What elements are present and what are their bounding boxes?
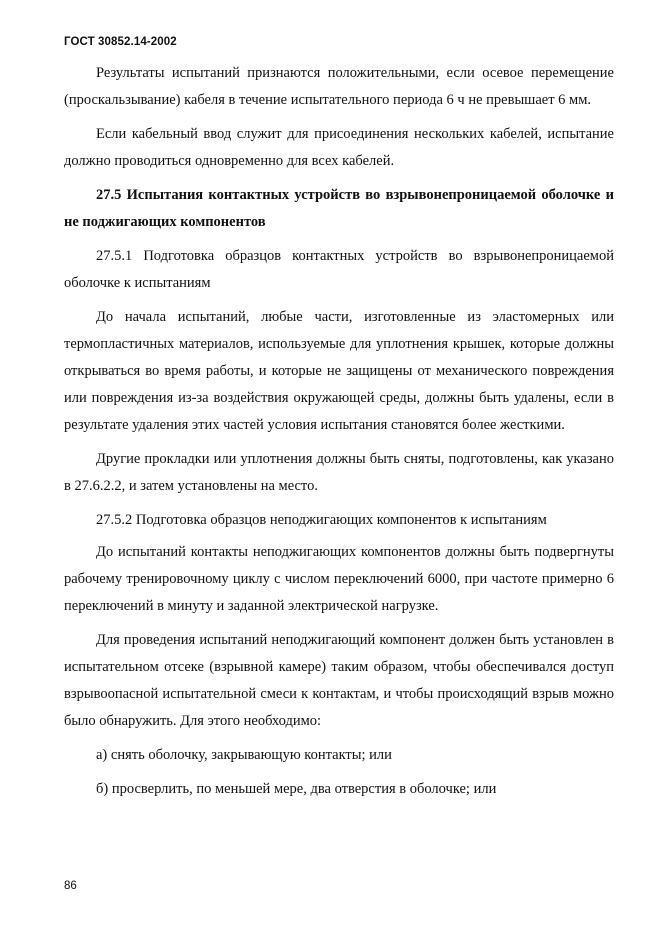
paragraph-test-chamber: Для проведения испытаний неподжигающий компонент должен быть установлен в испытательном отсеке (взрывной камере) таким образом, чтобы обеспечивался доступ взрывоопасной испытательной смеси к контактам, и чтобы происходящий взрыв можно было обнаружить. Для этого необходимо: <box>64 632 614 729</box>
document-body <box>64 60 614 810</box>
paragraph-training-cycle: До испытаний контакты неподжигающих компонентов должны быть подвергнуты рабочему тренировочному циклу с числом переключений 6000, при частоте примерно 6 переключений в минуту и заданной электрической нагрузке. <box>64 544 614 614</box>
subsection-title-27-5-2: 27.5.2 Подготовка образцов неподжигающих компонентов к испытаниям <box>96 512 547 528</box>
paragraph-test-result: Результаты испытаний признаются положительными, если осевое перемещение (проскальзывание) кабеля в течение испытательного периода 6 ч не превышает 6 мм. <box>64 65 614 108</box>
page-number: 86 <box>64 880 77 892</box>
paragraph-elastomer-parts: До начала испытаний, любые части, изготовленные из эластомерных или термопластичных материалов, используемые для уплотнения крышек, которые должны открываться во время работы, и которые не защищены от механического повреждения или повреждения из-за воздействия окружающей среды, должны быть удалены, если в результате удаления этих частей условия испытания становятся более жесткими. <box>64 309 614 433</box>
section-heading-27-5: 27.5 Испытания контактных устройств во взрывонепроницаемой оболочке и не поджигающих компонентов <box>64 187 614 230</box>
document-code-header: ГОСТ 30852.14-2002 <box>64 36 177 48</box>
paragraph-other-gaskets: Другие прокладки или уплотнения должны быть сняты, подготовлены, как указано в 27.6.2.2, и затем установлены на место. <box>64 451 614 494</box>
subsection-title-27-5-1: 27.5.1 Подготовка образцов контактных устройств во взрывонепроницаемой оболочке к испытаниям <box>64 248 614 291</box>
list-item-drill-holes: б) просверлить, по меньшей мере, два отверстия в оболочке; или <box>96 781 497 797</box>
paragraph-multiple-cables: Если кабельный ввод служит для присоединения нескольких кабелей, испытание должно проводиться одновременно для всех кабелей. <box>64 126 614 169</box>
list-item-remove-enclosure: а) снять оболочку, закрывающую контакты; или <box>96 747 392 763</box>
